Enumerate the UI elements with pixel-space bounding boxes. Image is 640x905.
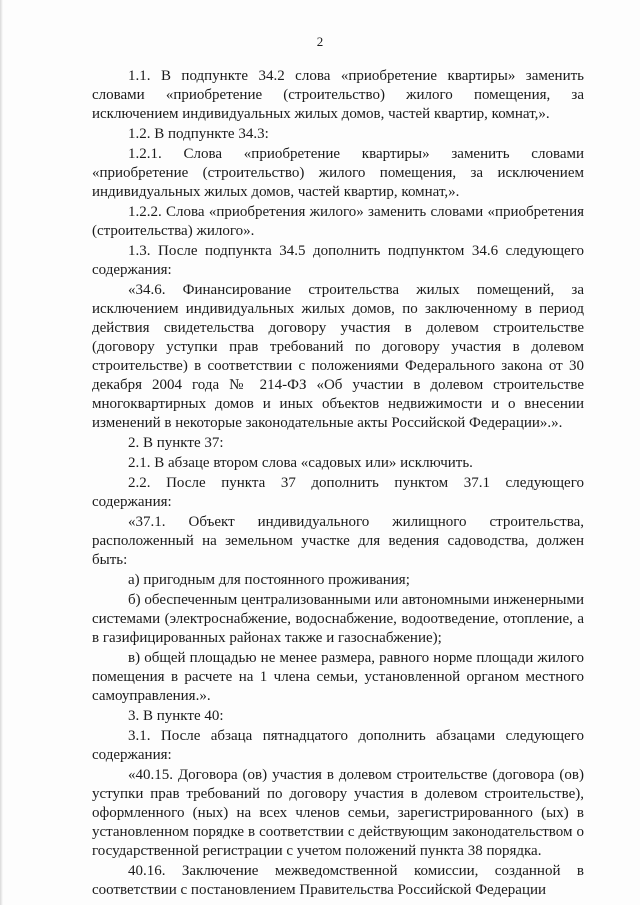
paragraph: 2.2. После пункта 37 дополнить пунктом 37.1 следующего содержания: bbox=[92, 475, 584, 510]
paragraph: б) обеспеченным централизованными или автономными инженерными системами (электроснабжение, водоснабжение, водоотведение, отопление, а в газифицированных районах также и газоснабжение); bbox=[92, 592, 584, 646]
paragraph: «34.6. Финансирование строительства жилых помещений, за исключением индивидуальных жилых домов, по заключенному в период действия свидетельства договору участия в долевом строительстве (договору уступки прав требований по договору участия в долевом строительстве) в соответствии с положениями Федерального закона от 30 декабря 2004 года № 214-ФЗ «Об участии в долевом строительстве многоквартирных домов и иных объектов недвижимости и о внесении изменений в некоторые законодательные акты Российской Федерации».». bbox=[92, 282, 584, 431]
paragraph: а) пригодным для постоянного проживания; bbox=[128, 572, 410, 588]
paragraph: 2.1. В абзаце втором слова «садовых или» исключить. bbox=[128, 455, 473, 471]
paragraph: 3. В пункте 40: bbox=[128, 708, 224, 724]
paragraph: 2. В пункте 37: bbox=[128, 435, 224, 451]
paragraph: 40.16. Заключение межведомственной комиссии, созданной в соответствии с постановлением Правительства Российской Федерации bbox=[92, 863, 584, 898]
page-number: 2 bbox=[316, 34, 324, 49]
scan-edge bbox=[0, 0, 3, 905]
paragraph: «37.1. Объект индивидуального жилищного строительства, расположенный на земельном участке для ведения садоводства, должен быть: bbox=[92, 514, 584, 568]
document-body bbox=[92, 67, 584, 901]
paragraph: 1.2.2. Слова «приобретения жилого» заменить словами «приобретения (строительства) жилого». bbox=[92, 204, 584, 239]
paragraph: 1.1. В подпункте 34.2 слова «приобретение квартиры» заменить словами «приобретение (строительство) жилого помещения, за исключением индивидуальных жилых домов, частей квартир, комнат,». bbox=[92, 68, 584, 122]
paragraph: 1.2.1. Слова «приобретение квартиры» заменить словами «приобретение (строительство) жилого помещения, за исключением индивидуальных жилых домов, частей квартир, комнат,». bbox=[92, 146, 584, 200]
paragraph: «40.15. Договора (ов) участия в долевом строительстве (договора (ов) уступки прав требований по договору участия в долевом строительстве), оформленного (ных) на всех членов семьи, зарегистрированного (ых) в установленном порядке в соответствии с действующим законодательством о государственной регистрации с учетом положений пункта 38 порядка. bbox=[92, 767, 584, 859]
paragraph: 1.3. После подпункта 34.5 дополнить подпунктом 34.6 следующего содержания: bbox=[92, 243, 584, 278]
paragraph: 1.2. В подпункте 34.3: bbox=[128, 126, 269, 142]
paragraph: 3.1. После абзаца пятнадцатого дополнить абзацами следующего содержания: bbox=[92, 728, 584, 763]
paragraph: в) общей площадью не менее размера, равного норме площади жилого помещения в расчете на 1 члена семьи, установленной органом местного самоуправления.». bbox=[92, 650, 584, 704]
